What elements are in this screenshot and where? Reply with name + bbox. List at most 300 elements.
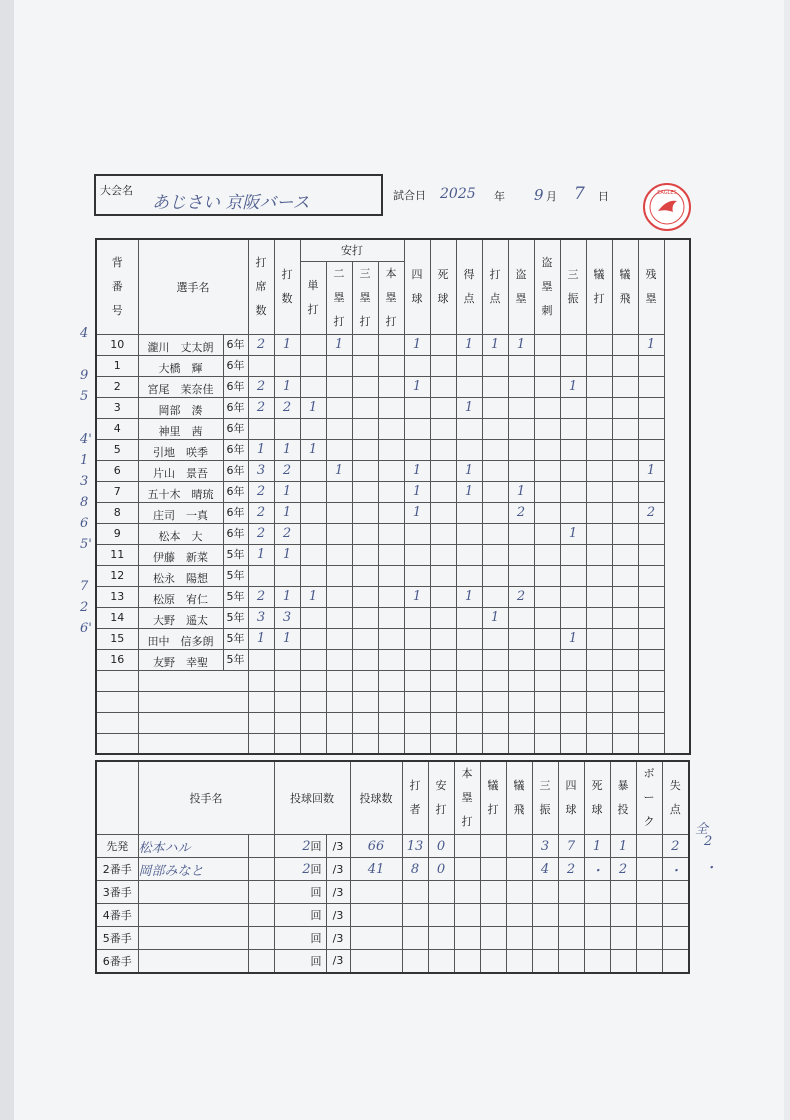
pitcher-role: 6番手 xyxy=(96,950,138,973)
empty-cell xyxy=(404,691,430,712)
stat-cell xyxy=(456,607,482,628)
stat-cell: 0 xyxy=(428,858,454,881)
stat-cell: 1 xyxy=(508,481,534,502)
stat-cell xyxy=(586,334,612,355)
stat-cell: 2 xyxy=(638,502,664,523)
position-mark: 2 xyxy=(80,600,89,616)
col-header-cs: 盗 塁 刺 xyxy=(534,239,560,334)
stat-cell xyxy=(300,460,326,481)
pitching-table xyxy=(95,760,690,974)
stat-cell xyxy=(456,523,482,544)
batting-table xyxy=(95,238,691,755)
stat-cell xyxy=(430,397,456,418)
player-name xyxy=(138,439,248,460)
player-name-text: 引地 咲季 xyxy=(153,445,208,459)
col-header-plate-appearances: 打 席 数 xyxy=(248,239,274,334)
month-label: 月 xyxy=(546,190,557,203)
stat-cell xyxy=(352,376,378,397)
stat-cell xyxy=(300,649,326,670)
player-grade: 5年 xyxy=(223,629,248,649)
stat-cell xyxy=(612,355,638,376)
stat-cell xyxy=(326,565,352,586)
pitch-count xyxy=(350,927,402,950)
inning-fraction: /3 xyxy=(326,927,350,950)
stat-cell xyxy=(404,565,430,586)
empty-cell xyxy=(508,670,534,691)
stat-cell xyxy=(586,418,612,439)
pitch-count: 41 xyxy=(350,858,402,881)
stat-cell: 1 xyxy=(456,334,482,355)
stat-cell: 2 xyxy=(274,397,300,418)
stat-cell xyxy=(638,418,664,439)
position-mark: 1 xyxy=(80,452,89,468)
stat-cell: 1 xyxy=(560,376,586,397)
stat-cell xyxy=(352,628,378,649)
empty-cell xyxy=(96,670,138,691)
stat-cell xyxy=(326,502,352,523)
stat-cell: 2 xyxy=(248,376,274,397)
empty-cell xyxy=(456,670,482,691)
stat-cell xyxy=(274,565,300,586)
stat-cell xyxy=(404,544,430,565)
stat-cell xyxy=(506,881,532,904)
stat-cell xyxy=(352,397,378,418)
player-grade: 6年 xyxy=(223,377,248,397)
stat-cell: 3 xyxy=(274,607,300,628)
stat-cell xyxy=(560,502,586,523)
stat-cell: 1 xyxy=(274,544,300,565)
player-grade: 6年 xyxy=(223,482,248,502)
stat-cell: 1 xyxy=(456,460,482,481)
innings-value: 2 xyxy=(302,839,311,854)
stat-cell xyxy=(248,565,274,586)
empty-cell xyxy=(638,733,664,754)
stat-cell xyxy=(638,628,664,649)
stat-cell xyxy=(428,950,454,973)
player-number: 1 xyxy=(96,355,138,376)
empty-cell xyxy=(482,712,508,733)
stat-cell xyxy=(352,460,378,481)
empty-cell xyxy=(138,712,248,733)
stat-cell xyxy=(586,649,612,670)
col-header-rbi: 打 点 xyxy=(482,239,508,334)
stat-cell: 1 xyxy=(274,334,300,355)
col-header-lob: 残 塁 xyxy=(638,239,664,334)
pitcher-name xyxy=(138,881,248,904)
stat-cell xyxy=(482,460,508,481)
stat-cell xyxy=(586,502,612,523)
player-name xyxy=(138,376,248,397)
stat-cell xyxy=(378,586,404,607)
stat-cell: 1 xyxy=(274,628,300,649)
col-header-sac: 犠 打 xyxy=(586,239,612,334)
stat-cell: 2 xyxy=(558,858,584,881)
stat-cell xyxy=(558,927,584,950)
pitcher-spare xyxy=(248,858,274,881)
stat-cell xyxy=(402,904,428,927)
stat-cell xyxy=(560,481,586,502)
empty-cell xyxy=(404,733,430,754)
stat-cell: 1 xyxy=(456,586,482,607)
player-name-text: 伊藤 新菜 xyxy=(153,550,208,564)
stat-cell xyxy=(456,376,482,397)
day-value: 7 xyxy=(574,184,585,204)
table-row xyxy=(96,607,690,628)
stat-cell: 3 xyxy=(248,607,274,628)
month-value: 9 xyxy=(534,186,544,204)
table-row xyxy=(96,544,690,565)
stat-cell xyxy=(558,904,584,927)
tournament-value: あじさい 京阪バース xyxy=(152,193,310,213)
col-header-so: 三 振 xyxy=(560,239,586,334)
table-row xyxy=(96,355,690,376)
stat-cell xyxy=(508,439,534,460)
stat-cell: 1 xyxy=(638,460,664,481)
blank-row xyxy=(96,733,690,754)
player-number: 8 xyxy=(96,502,138,523)
stat-cell xyxy=(506,904,532,927)
stat-cell xyxy=(662,881,689,904)
stat-cell xyxy=(586,586,612,607)
player-grade: 6年 xyxy=(223,419,248,439)
stat-cell xyxy=(612,418,638,439)
position-mark: 4' xyxy=(80,431,92,447)
stat-cell xyxy=(508,544,534,565)
stat-cell xyxy=(430,565,456,586)
stat-cell xyxy=(560,418,586,439)
stat-cell: 4 xyxy=(532,858,558,881)
stat-cell xyxy=(586,355,612,376)
stat-cell xyxy=(430,481,456,502)
stat-cell xyxy=(352,418,378,439)
stat-cell xyxy=(534,586,560,607)
stat-cell xyxy=(378,397,404,418)
year-value: 2025 xyxy=(440,186,476,202)
stat-cell xyxy=(584,950,610,973)
stat-cell xyxy=(352,334,378,355)
col-header-sb: 盗 塁 xyxy=(508,239,534,334)
stat-cell xyxy=(534,355,560,376)
stat-cell xyxy=(534,481,560,502)
stat-cell xyxy=(352,523,378,544)
stat-cell xyxy=(558,881,584,904)
stat-cell xyxy=(638,649,664,670)
stat-cell xyxy=(506,950,532,973)
empty-cell xyxy=(300,712,326,733)
stat-cell xyxy=(612,586,638,607)
player-number: 3 xyxy=(96,397,138,418)
stat-cell xyxy=(482,649,508,670)
stat-cell xyxy=(404,523,430,544)
stat-cell xyxy=(352,544,378,565)
stat-cell xyxy=(352,649,378,670)
stat-cell xyxy=(352,502,378,523)
stat-cell xyxy=(532,950,558,973)
stat-cell xyxy=(534,607,560,628)
stat-cell xyxy=(638,565,664,586)
player-name-text: 松原 宥仁 xyxy=(153,592,208,606)
stat-cell: 3 xyxy=(532,835,558,858)
stat-cell xyxy=(586,481,612,502)
stat-cell xyxy=(378,439,404,460)
empty-cell xyxy=(456,691,482,712)
stat-cell: 2 xyxy=(248,523,274,544)
stat-cell: 0 xyxy=(428,835,454,858)
stat-cell xyxy=(300,628,326,649)
inning-unit: 回 xyxy=(310,863,322,876)
stat-cell xyxy=(378,544,404,565)
empty-cell xyxy=(534,691,560,712)
inning-fraction: /3 xyxy=(326,904,350,927)
empty-cell xyxy=(138,733,248,754)
stat-cell xyxy=(248,649,274,670)
side-note: ・ xyxy=(704,861,718,876)
player-name xyxy=(138,502,248,523)
stat-cell xyxy=(586,565,612,586)
empty-cell xyxy=(404,670,430,691)
player-grade: 6年 xyxy=(223,356,248,376)
stat-cell xyxy=(378,502,404,523)
empty-cell xyxy=(274,691,300,712)
empty-cell xyxy=(96,733,138,754)
col-header-p-bb: 四 球 xyxy=(558,761,584,835)
player-name xyxy=(138,481,248,502)
empty-cell xyxy=(586,733,612,754)
col-header-player: 選手名 xyxy=(138,239,248,334)
stat-cell: 2 xyxy=(248,481,274,502)
empty-cell xyxy=(560,733,586,754)
table-row xyxy=(96,927,689,950)
player-name-text: 岡部 湊 xyxy=(158,403,203,417)
player-grade: 6年 xyxy=(223,398,248,418)
pitcher-role: 3番手 xyxy=(96,881,138,904)
position-mark: 8 xyxy=(80,494,89,510)
innings-value: 2 xyxy=(302,862,311,877)
stat-cell: 1 xyxy=(274,376,300,397)
stat-cell: 1 xyxy=(248,628,274,649)
innings-cell xyxy=(274,904,326,927)
empty-cell xyxy=(508,691,534,712)
stat-cell xyxy=(482,418,508,439)
pitcher-role: 5番手 xyxy=(96,927,138,950)
player-grade: 6年 xyxy=(223,440,248,460)
stat-cell xyxy=(480,858,506,881)
stat-cell xyxy=(482,481,508,502)
stat-cell xyxy=(378,523,404,544)
stat-cell xyxy=(454,904,480,927)
stat-cell xyxy=(482,376,508,397)
empty-cell xyxy=(96,712,138,733)
stat-cell xyxy=(480,950,506,973)
stat-cell xyxy=(612,397,638,418)
empty-cell xyxy=(612,733,638,754)
stat-cell: 1 xyxy=(326,460,352,481)
stat-cell xyxy=(482,565,508,586)
stat-cell xyxy=(612,334,638,355)
stat-cell xyxy=(560,565,586,586)
stat-cell: 1 xyxy=(456,481,482,502)
stat-cell: 3 xyxy=(248,460,274,481)
stat-cell xyxy=(586,376,612,397)
stat-cell: 2 xyxy=(662,835,689,858)
stat-cell xyxy=(300,418,326,439)
empty-cell xyxy=(508,712,534,733)
empty-cell xyxy=(534,712,560,733)
player-number: 11 xyxy=(96,544,138,565)
stat-cell xyxy=(558,950,584,973)
stat-cell xyxy=(326,523,352,544)
stat-cell: 1 xyxy=(274,502,300,523)
stat-cell xyxy=(508,565,534,586)
stat-cell xyxy=(300,376,326,397)
stat-cell xyxy=(300,502,326,523)
stat-cell xyxy=(326,376,352,397)
empty-cell xyxy=(482,670,508,691)
table-row xyxy=(96,565,690,586)
empty-cell xyxy=(378,670,404,691)
stat-cell xyxy=(404,607,430,628)
stat-cell xyxy=(534,565,560,586)
stat-cell xyxy=(456,544,482,565)
inning-unit: 回 xyxy=(310,840,322,853)
player-number: 16 xyxy=(96,649,138,670)
stat-cell xyxy=(482,523,508,544)
player-name xyxy=(138,397,248,418)
stat-cell xyxy=(326,355,352,376)
stat-cell: 1 xyxy=(274,481,300,502)
pitcher-spare xyxy=(248,835,274,858)
stat-cell: 13 xyxy=(402,835,428,858)
empty-cell xyxy=(430,712,456,733)
inning-unit: 回 xyxy=(310,954,322,968)
stat-cell: 1 xyxy=(404,481,430,502)
col-header-innings: 投球回数 xyxy=(274,761,350,835)
inning-fraction: /3 xyxy=(326,858,350,881)
stat-cell xyxy=(586,544,612,565)
col-header-p-balk: ボ ー ク xyxy=(636,761,662,835)
position-mark: 3 xyxy=(80,473,89,489)
stat-cell xyxy=(534,502,560,523)
stat-cell xyxy=(638,439,664,460)
stat-cell xyxy=(326,586,352,607)
stat-cell xyxy=(430,607,456,628)
empty-cell xyxy=(248,670,274,691)
day-label: 日 xyxy=(598,190,609,203)
table-row xyxy=(96,523,690,544)
empty-cell xyxy=(138,691,248,712)
player-number: 5 xyxy=(96,439,138,460)
table-row xyxy=(96,418,690,439)
player-grade: 6年 xyxy=(223,503,248,523)
stat-cell xyxy=(508,628,534,649)
player-name xyxy=(138,460,248,481)
stat-cell xyxy=(402,927,428,950)
player-name xyxy=(138,586,248,607)
inning-fraction: /3 xyxy=(326,835,350,858)
stat-cell: 1 xyxy=(248,544,274,565)
stat-cell xyxy=(430,544,456,565)
stat-cell xyxy=(428,881,454,904)
pitcher-role: 4番手 xyxy=(96,904,138,927)
empty-cell xyxy=(430,691,456,712)
position-mark: 7 xyxy=(80,579,89,595)
stat-cell xyxy=(612,460,638,481)
team-logo xyxy=(643,183,691,231)
stat-cell: 2 xyxy=(274,460,300,481)
stat-cell xyxy=(430,418,456,439)
eagle-emblem-icon xyxy=(645,185,689,229)
pitcher-spare xyxy=(248,881,274,904)
empty-cell xyxy=(248,733,274,754)
stat-cell: 2 xyxy=(248,397,274,418)
stat-cell xyxy=(636,881,662,904)
stat-cell xyxy=(326,649,352,670)
stat-cell: 1 xyxy=(404,460,430,481)
stat-cell xyxy=(378,418,404,439)
pitcher-spare xyxy=(248,904,274,927)
stat-cell xyxy=(586,439,612,460)
stat-cell xyxy=(480,927,506,950)
player-name xyxy=(138,565,248,586)
stat-cell: 8 xyxy=(402,858,428,881)
stat-cell xyxy=(404,649,430,670)
stat-cell xyxy=(532,881,558,904)
stat-cell xyxy=(456,628,482,649)
stat-cell xyxy=(638,376,664,397)
stat-cell xyxy=(430,628,456,649)
stat-cell xyxy=(662,950,689,973)
col-header-at-bats: 打 数 xyxy=(274,239,300,334)
empty-cell xyxy=(300,733,326,754)
empty-cell xyxy=(430,733,456,754)
stat-cell xyxy=(378,565,404,586)
logo-text: EAGLES xyxy=(657,190,677,196)
stat-cell xyxy=(636,904,662,927)
stat-cell: 1 xyxy=(404,334,430,355)
player-number: 14 xyxy=(96,607,138,628)
stat-cell xyxy=(456,502,482,523)
stat-cell: 2 xyxy=(274,523,300,544)
table-row xyxy=(96,904,689,927)
player-name xyxy=(138,607,248,628)
stat-cell xyxy=(456,439,482,460)
player-grade: 6年 xyxy=(223,461,248,481)
empty-cell xyxy=(638,691,664,712)
empty-cell xyxy=(586,670,612,691)
stat-cell xyxy=(586,628,612,649)
empty-cell xyxy=(248,691,274,712)
stat-cell xyxy=(378,481,404,502)
stat-cell xyxy=(482,586,508,607)
stat-cell: 2 xyxy=(248,334,274,355)
player-name xyxy=(138,355,248,376)
stat-cell xyxy=(428,904,454,927)
stat-cell: 1 xyxy=(482,334,508,355)
stat-cell: 1 xyxy=(404,376,430,397)
stat-cell xyxy=(300,544,326,565)
player-number: 10 xyxy=(96,334,138,355)
stat-cell xyxy=(326,439,352,460)
stat-cell xyxy=(560,397,586,418)
empty-cell xyxy=(560,670,586,691)
stat-cell: ・ xyxy=(584,858,610,881)
blank-row xyxy=(96,670,690,691)
col-header-p-runs: 失 点 xyxy=(662,761,689,835)
stat-cell xyxy=(378,355,404,376)
stat-cell xyxy=(612,565,638,586)
table-row xyxy=(96,460,690,481)
pitch-count xyxy=(350,950,402,973)
